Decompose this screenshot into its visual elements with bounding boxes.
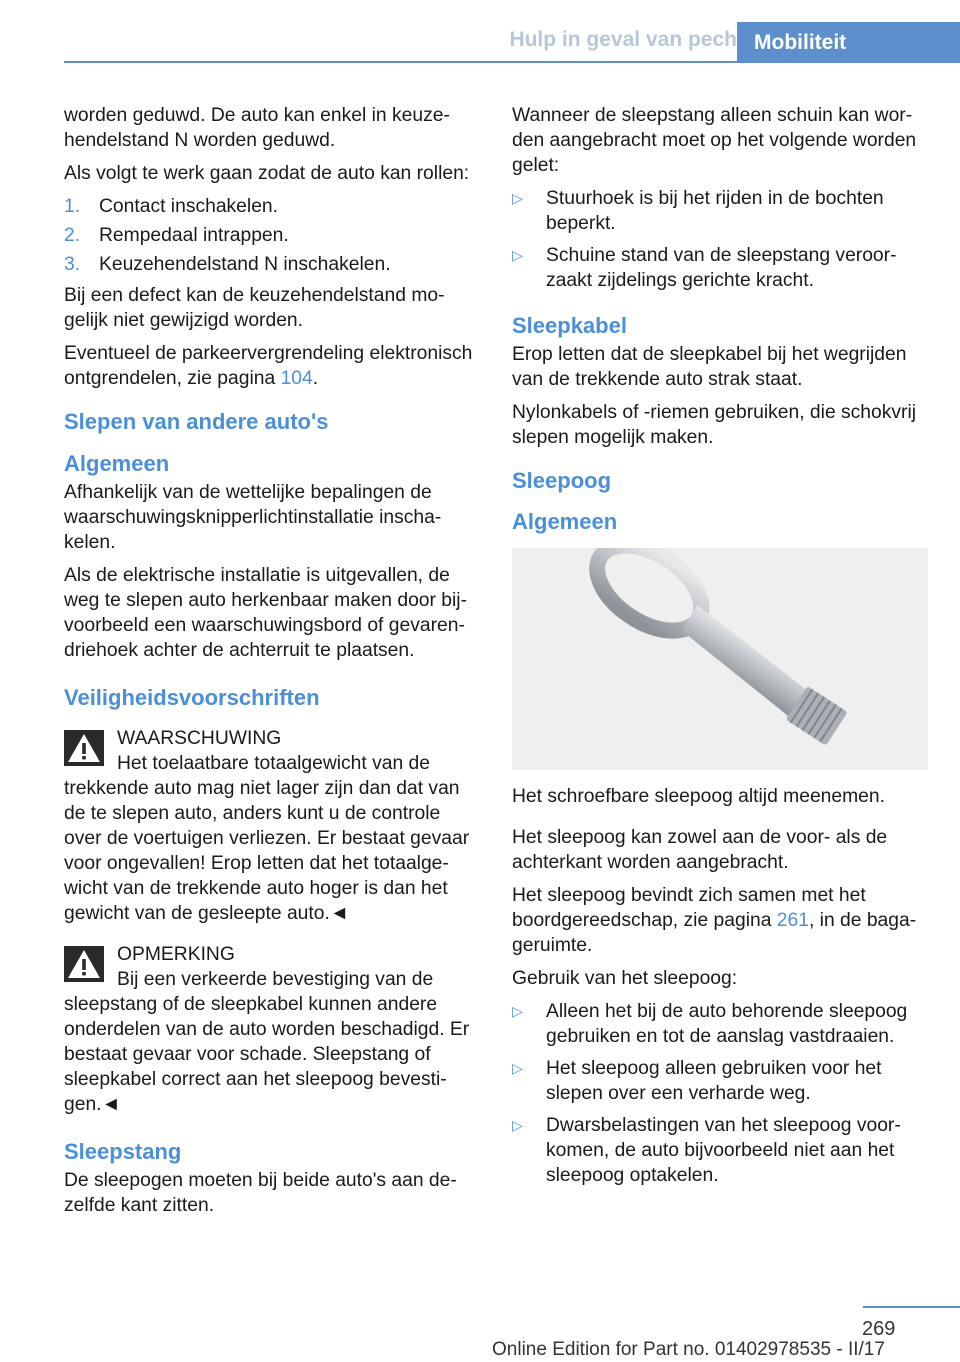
paragraph [512, 883, 930, 958]
warning-triangle-icon [64, 946, 104, 982]
bullet-triangle-icon: ▷ [512, 1060, 523, 1076]
paragraph-text: Eventueel de parkeervergrendeling elektronisch ontgrendelen, zie pagina [64, 343, 473, 389]
edition-footer: Online Edition for Part no. 01402978535 - II/17 [492, 1339, 885, 1360]
bullet-triangle-icon: ▷ [512, 247, 523, 263]
steps-list [64, 194, 480, 277]
left-column [64, 103, 480, 1226]
page-number: 269 [862, 1318, 896, 1340]
paragraph: De sleepogen moeten bij beide auto's aan dezelfde kant zitten. [64, 1170, 457, 1216]
paragraph: Als volgt te werk gaan zodat de auto kan rollen: [64, 163, 470, 184]
step-text: Rempedaal intrappen. [99, 225, 289, 246]
page-reference-link[interactable]: 104 [280, 368, 313, 389]
paragraph: Nylonkabels of -riemen gebruiken, die schokvrij slepen mogelijk maken. [512, 402, 917, 448]
right-column [512, 103, 930, 1195]
bullet-triangle-icon: ▷ [512, 1003, 523, 1019]
image-caption: Het schroefbare sleepoog altijd meenemen. [512, 786, 885, 807]
paragraph-end: , in de bagageruimte. [512, 910, 917, 956]
list-item [512, 186, 930, 236]
bullet-text: Het sleepoog alleen gebruiken voor het slepen over een verharde weg. [546, 1058, 882, 1104]
paragraph: Wanneer de sleepstang alleen schuin kan worden aangebracht moet op het volgende worden gelet: [512, 105, 917, 176]
step-number: 1. [64, 196, 81, 217]
subsection-heading: Algemeen [512, 509, 618, 534]
list-item [64, 223, 480, 248]
header-chapter-label: Mobiliteit [754, 31, 847, 54]
paragraph [64, 341, 480, 391]
section-heading: Slepen van andere auto's [64, 409, 329, 434]
header-divider [64, 61, 960, 63]
bullet-list [512, 999, 930, 1188]
bullet-text: Schuine stand van de sleepstang veroorzaakt zijdelings gerichte kracht. [546, 245, 897, 291]
bullet-triangle-icon: ▷ [512, 1117, 523, 1133]
page-header [0, 0, 960, 62]
bullet-list [512, 186, 930, 293]
header-chapter-tab [737, 22, 960, 63]
subsection-heading: Sleepkabel [512, 313, 627, 338]
subsection-heading: Sleepstang [64, 1139, 182, 1164]
list-item [512, 1113, 930, 1188]
tow-eye-illustration [512, 548, 928, 770]
warning-triangle-icon [64, 730, 104, 766]
warning-block [64, 726, 480, 926]
warning-title: WAARSCHUWING [117, 728, 282, 749]
paragraph: Afhankelijk van de wettelijke bepalingen de waarschuwingsknipperlichtinstallatie inschakelen. [64, 482, 442, 553]
subsection-heading: Algemeen [64, 451, 170, 476]
step-text: Contact inschakelen. [99, 196, 278, 217]
paragraph-end: . [312, 368, 319, 389]
paragraph: Erop letten dat de sleepkabel bij het wegrijden van de trekkende auto strak staat. [512, 344, 907, 390]
notice-title: OPMERKING [117, 944, 235, 965]
paragraph: Als de elektrische installatie is uitgevallen, de weg te slepen auto herkenbaar maken door bijvoorbeeld een waarschuwingsbord of gevarendriehoek achter de achterruit te plaatsen. [64, 565, 468, 661]
paragraph: worden geduwd. De auto kan enkel in keuzehendelstand N worden geduwd. [64, 105, 450, 151]
bullet-text: Alleen het bij de auto behorende sleepoog gebruiken en tot de aanslag vastdraaien. [546, 1001, 908, 1047]
warning-body: Het toelaatbare totaalgewicht van de trekkende auto mag niet lager zijn dan dat van de te slepen auto, anders kunt u de controle over de voertuigen verliezen. Er bestaat gevaar voor ongevallen! Erop letten dat het totaalgewicht van de trekkende auto hoger is dan het gewicht van de gesleepte auto.◄ [64, 753, 470, 924]
list-item [512, 1056, 930, 1106]
list-item [64, 194, 480, 219]
paragraph: Het sleepoog kan zowel aan de voor- als de achterkant worden aangebracht. [512, 827, 888, 873]
bullet-text: Dwarsbelastingen van het sleepoog voorkomen, de auto bijvoorbeeld niet aan het sleepoog optakelen. [546, 1115, 901, 1186]
notice-body: Bij een verkeerde bevestiging van de sleepstang of de sleepkabel kunnen andere onderdelen van de auto worden beschadigd. Er bestaat gevaar voor schade. Sleepstang of sleepkabel correct aan het sleepoog bevestigen.◄ [64, 969, 470, 1115]
step-number: 3. [64, 254, 81, 275]
subsection-heading: Veiligheidsvoorschriften [64, 685, 320, 710]
paragraph-text: Het sleepoog bevindt zich samen met het boordgereedschap, zie pagina [512, 885, 866, 931]
list-item [512, 243, 930, 293]
page-reference-link[interactable]: 261 [776, 910, 809, 931]
notice-block [64, 942, 480, 1117]
paragraph: Bij een defect kan de keuzehendelstand mogelijk niet gewijzigd worden. [64, 285, 445, 331]
paragraph: Gebruik van het sleepoog: [512, 968, 738, 989]
bullet-text: Stuurhoek is bij het rijden in de bochten beperkt. [546, 188, 884, 234]
tow-eye-image [512, 548, 928, 770]
footer-divider [863, 1306, 960, 1308]
list-item [64, 252, 480, 277]
list-item [512, 999, 930, 1049]
step-number: 2. [64, 225, 81, 246]
section-heading: Sleepoog [512, 468, 612, 493]
header-section-title: Hulp in geval van pech [509, 28, 737, 51]
bullet-triangle-icon: ▷ [512, 190, 523, 206]
step-text: Keuzehendelstand N inschakelen. [99, 254, 391, 275]
